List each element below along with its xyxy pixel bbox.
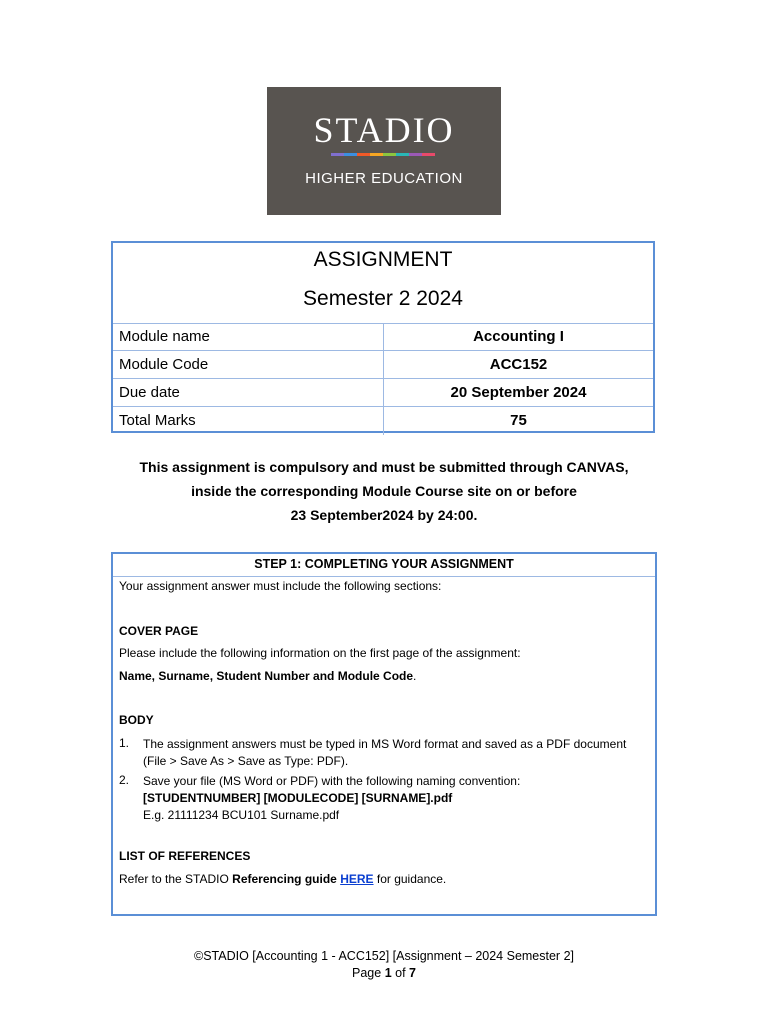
step-intro: Your assignment answer must include the following sections: — [119, 579, 442, 593]
logo-subtitle: HIGHER EDUCATION — [305, 170, 463, 187]
total-pages: 7 — [409, 966, 416, 980]
info-value: 20 September 2024 — [450, 384, 587, 401]
info-value: ACC152 — [489, 356, 548, 373]
submission-notice — [90, 455, 678, 527]
stripe-segment — [344, 153, 357, 156]
info-label: Due date — [113, 379, 384, 406]
list-number: 1. — [119, 736, 130, 750]
page-label: Page — [352, 966, 385, 980]
referencing-guide-link[interactable]: HERE — [340, 872, 374, 886]
list-text: Save your file (MS Word or PDF) with the following naming convention: — [143, 774, 521, 788]
info-label: Module name — [113, 323, 384, 350]
references-pre: Refer to the STADIO — [119, 872, 233, 886]
logo-brand: STADIO — [313, 110, 455, 150]
stripe-segment — [422, 153, 435, 156]
info-label: Module Code — [113, 351, 384, 378]
stripe-segment — [383, 153, 396, 156]
stadio-logo — [267, 87, 501, 215]
stripe-segment — [370, 153, 383, 156]
stripe-segment — [409, 153, 422, 156]
logo-color-stripe — [331, 153, 435, 156]
page-of: of — [391, 966, 410, 980]
assignment-info-table — [111, 241, 655, 433]
footer-copyright: ©STADIO [Accounting 1 - ACC152] [Assignment – 2024 Semester 2] — [194, 949, 574, 963]
stripe-segment — [396, 153, 409, 156]
stripe-segment — [331, 153, 344, 156]
page-number — [0, 965, 768, 982]
page-footer — [0, 948, 768, 982]
info-row-module-name — [113, 323, 653, 351]
info-row-total-marks — [113, 407, 653, 435]
info-value: 75 — [510, 412, 527, 429]
notice-line: This assignment is compulsory and must be submitted through CANVAS, — [139, 459, 629, 475]
cover-page-required — [119, 669, 416, 683]
list-number: 2. — [119, 773, 130, 787]
step-1-box — [111, 552, 657, 916]
required-fields-period: . — [413, 669, 417, 683]
body-heading: BODY — [119, 713, 154, 727]
semester-title: Semester 2 2024 — [303, 287, 463, 310]
assignment-title: ASSIGNMENT — [313, 248, 453, 271]
notice-line: 23 September2024 by 24:00. — [290, 507, 478, 523]
cover-page-text: Please include the following information on the first page of the assignment: — [119, 646, 521, 660]
required-fields: Name, Surname, Student Number and Module Code — [119, 669, 414, 683]
references-post: for guidance. — [373, 872, 447, 886]
references-text — [119, 872, 446, 886]
info-row-due-date — [113, 379, 653, 407]
step-title: STEP 1: COMPLETING YOUR ASSIGNMENT — [113, 554, 655, 577]
info-label: Total Marks — [113, 407, 384, 435]
list-item — [119, 736, 629, 770]
info-row-module-code — [113, 351, 653, 379]
assignment-header — [113, 243, 653, 324]
referencing-guide: Referencing guide — [232, 872, 337, 886]
stripe-segment — [357, 153, 370, 156]
naming-convention: [STUDENTNUMBER] [MODULECODE] [SURNAME].pdf — [143, 791, 453, 805]
references-heading: LIST OF REFERENCES — [119, 849, 251, 863]
info-value: Accounting I — [473, 328, 564, 345]
notice-line: inside the corresponding Module Course site on or before — [191, 483, 577, 499]
current-page: 1 — [384, 966, 392, 980]
list-item — [119, 773, 629, 824]
cover-page-heading: COVER PAGE — [119, 624, 199, 638]
naming-example: E.g. 21111234 BCU101 Surname.pdf — [143, 808, 340, 822]
list-text: The assignment answers must be typed in MS Word format and saved as a PDF document (File > Save As > Save as Type: PDF). — [143, 737, 627, 768]
